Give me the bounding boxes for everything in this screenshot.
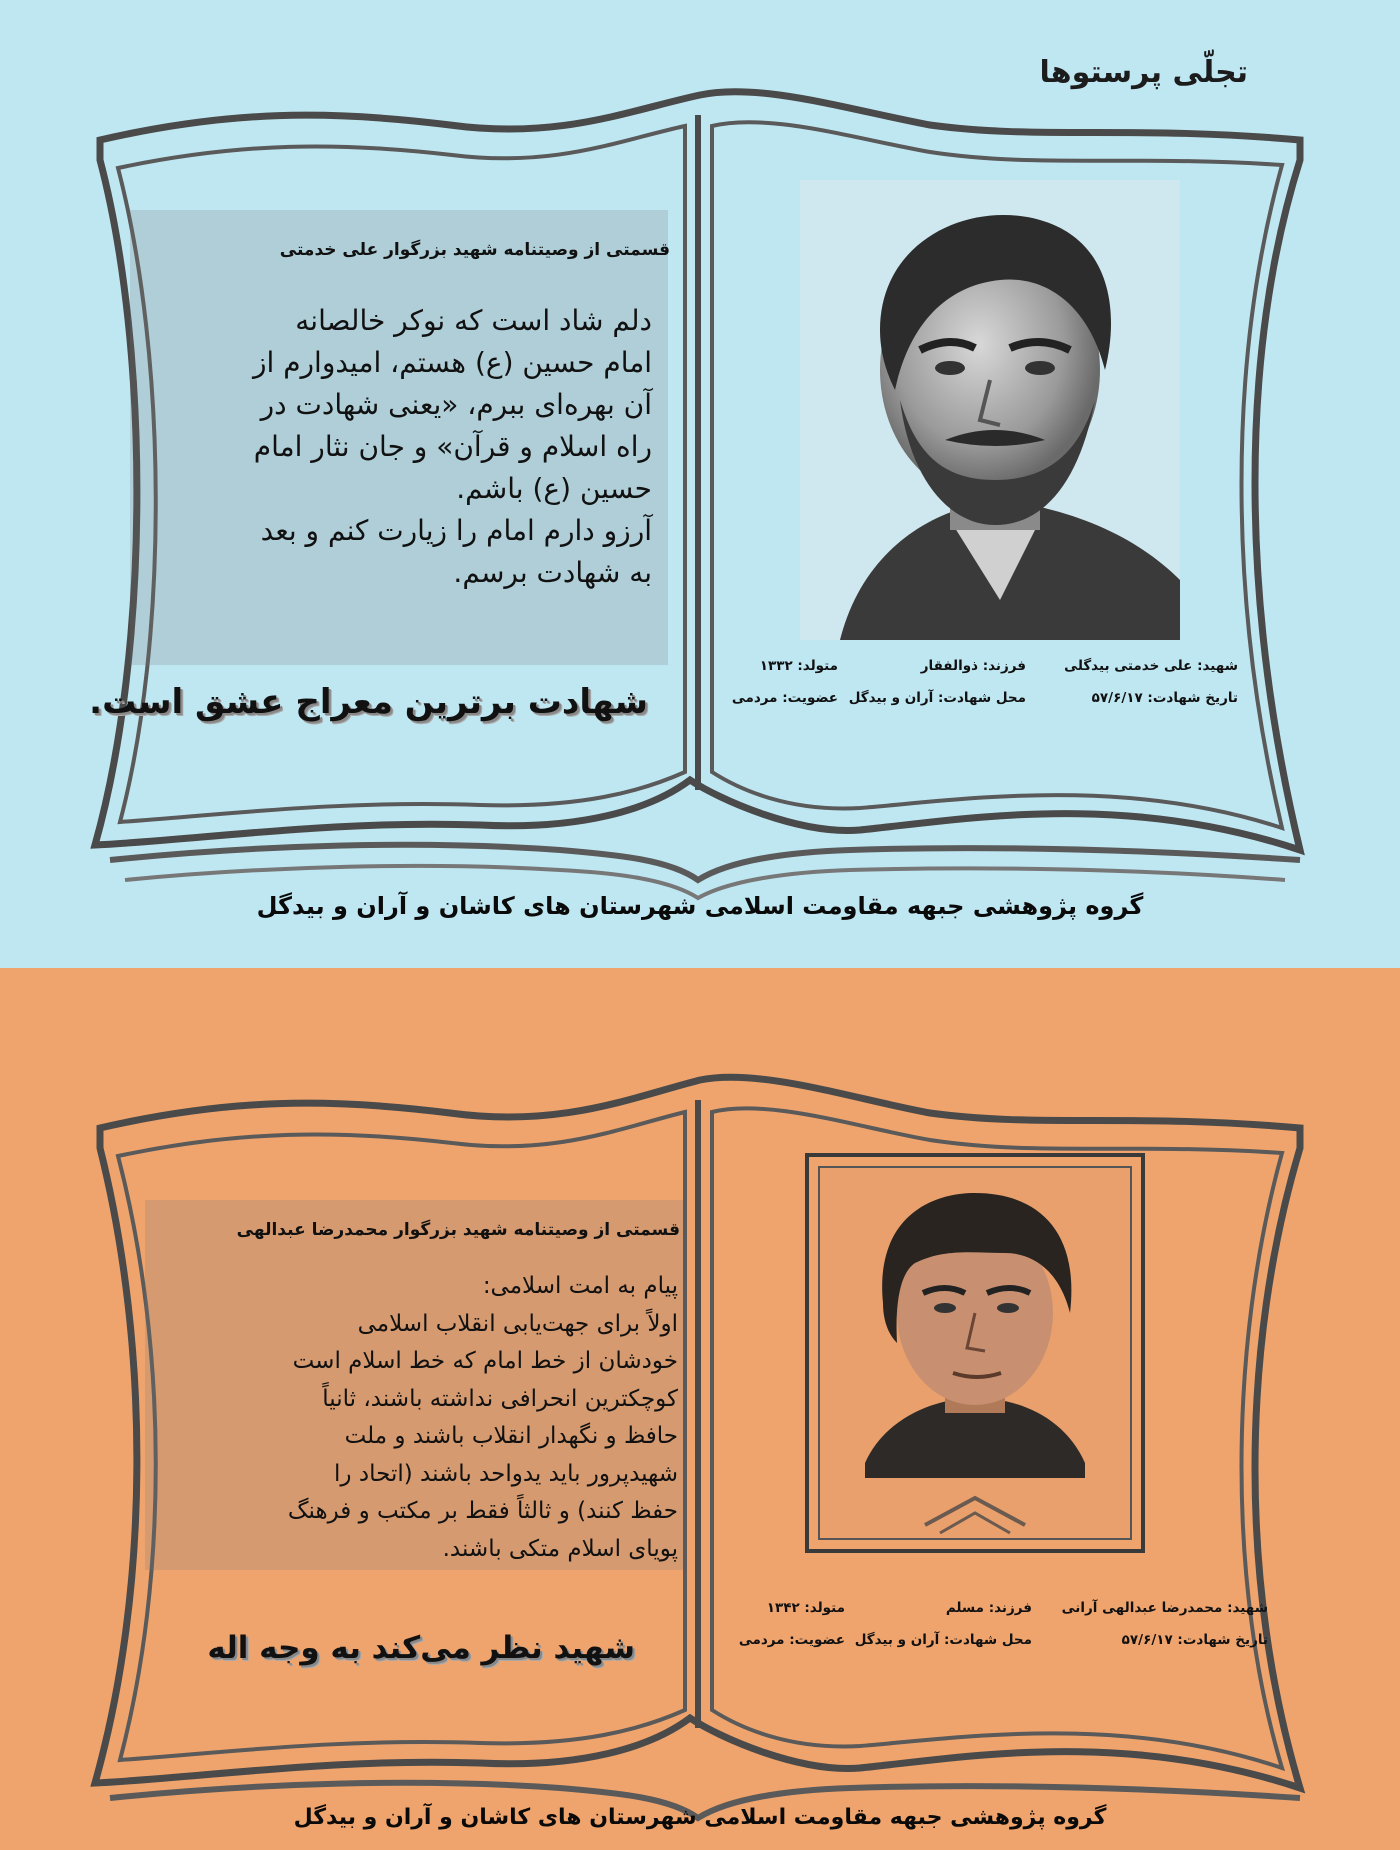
martyrdom-place: محل شهادت: آران و بیدگل — [854, 1632, 1032, 1648]
will-excerpt-text — [112, 300, 652, 594]
membership: عضویت: مردمی — [731, 690, 838, 706]
series-title: تجلّی پرستوها — [1039, 55, 1248, 90]
excerpt-line: پویای اسلام متکی باشند. — [442, 1535, 678, 1562]
excerpt-line: به شهادت برسم. — [453, 556, 652, 589]
bottom-memorial-panel — [0, 968, 1400, 1850]
excerpt-line: امام حسین (ع) هستم، امیدوارم از — [253, 346, 652, 379]
excerpt-line: اولاً برای جهت‌یابی انقلاب اسلامی — [357, 1310, 678, 1337]
slogan: شهید نظر می‌کند به وجه اله — [207, 1630, 635, 1666]
excerpt-line: کوچکترین انحرافی نداشته باشند، ثانیاً — [322, 1385, 678, 1412]
martyrdom-place: محل شهادت: آران و بیدگل — [848, 690, 1026, 706]
martyr-portrait — [800, 180, 1180, 640]
excerpt-line: راه اسلام و قرآن» و جان نثار امام — [253, 430, 652, 463]
excerpt-line: آن بهره‌ای ببرم، «یعنی شهادت در — [260, 388, 652, 421]
excerpt-line: پیام به امت اسلامی: — [482, 1273, 678, 1299]
excerpt-line: دلم شاد است که نوکر خالصانه — [295, 304, 652, 337]
martyr-portrait — [805, 1153, 1145, 1553]
publisher-footer: گروه پژوهشی جبهه مقاومت اسلامی شهرستان های کاشان و آران و بیدگل — [256, 892, 1144, 920]
birth-year: متولد: ۱۳۳۲ — [759, 658, 838, 674]
will-excerpt-text — [118, 1268, 678, 1568]
publisher-footer: گروه پژوهشی جبهه مقاومت اسلامی شهرستان های کاشان و آران و بیدگل — [293, 1805, 1107, 1830]
excerpt-line: حسین (ع) باشم. — [456, 472, 652, 505]
child-of: فرزند: مسلم — [945, 1600, 1032, 1616]
martyrdom-date: تاریخ شهادت: ۵۷/۶/۱۷ — [1091, 690, 1238, 706]
excerpt-line: خودشان از خط امام که خط اسلام است — [292, 1348, 678, 1374]
membership: عضویت: مردمی — [738, 1632, 845, 1648]
excerpt-line: آرزو دارم امام را زیارت کنم و بعد — [260, 514, 652, 547]
child-of: فرزند: ذوالفقار — [920, 658, 1026, 674]
slogan: شهادت برترین معراج عشق است. — [89, 682, 648, 722]
martyr-name: شهید: علی خدمتی بیدگلی — [1064, 658, 1238, 674]
excerpt-line: حافظ و نگهدار انقلاب باشند و ملت — [344, 1423, 678, 1449]
excerpt-title: قسمتی از وصیتنامه شهید بزرگوار محمدرضا عبدالهی — [236, 1220, 680, 1240]
martyr-name: شهید: محمدرضا عبدالهی آرانی — [1061, 1600, 1268, 1616]
excerpt-line: شهیدپرور باید یدواحد باشند (اتحاد را — [334, 1460, 678, 1487]
excerpt-title: قسمتی از وصیتنامه شهید بزرگوار علی خدمتی — [279, 240, 670, 260]
excerpt-line: حفظ کنند) و ثالثاً فقط بر مکتب و فرهنگ — [287, 1498, 678, 1524]
martyrdom-date: تاریخ شهادت: ۵۷/۶/۱۷ — [1121, 1632, 1268, 1648]
birth-year: متولد: ۱۳۴۲ — [766, 1600, 845, 1616]
